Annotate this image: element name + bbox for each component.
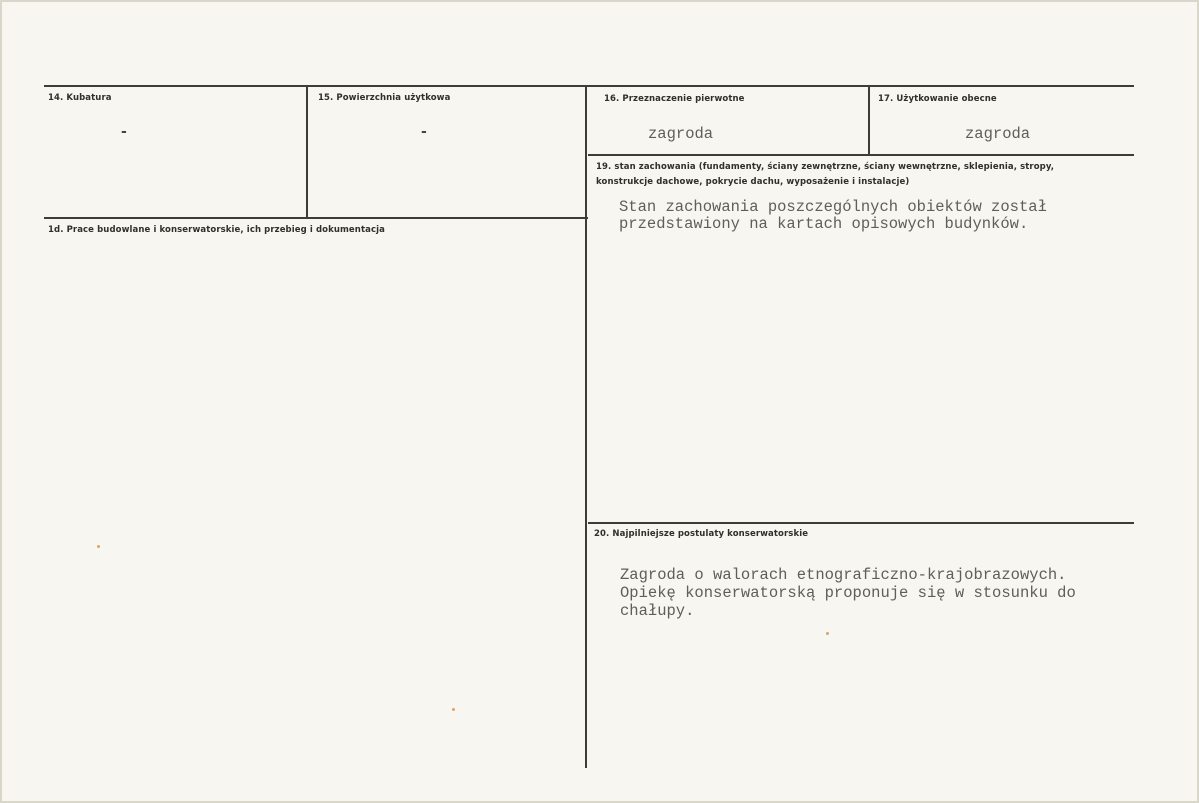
field-19-line-2: przedstawiony na kartach opisowych budynków. (619, 215, 1029, 233)
paper-speck (826, 632, 829, 635)
field-19-label: 19. stan zachowania (fundamenty, ściany zewnętrzne, ściany wewnętrzne, sklepienia, stropy, konstrukcje dachowe, pokrycie dachu, wyposażenie i instalacje) (596, 162, 1055, 187)
rule-below-14-15 (44, 217, 588, 219)
field-20-line-2: Opiekę konserwatorską proponuje się w stosunku do (620, 584, 1076, 602)
field-20-line-1: Zagroda o walorach etnograficzno-krajobrazowych. (620, 566, 1067, 584)
field-17-value: zagroda (965, 125, 1031, 143)
rule-below-16-17 (588, 154, 1134, 156)
field-works-label: 1d. Prace budowlane i konserwatorskie, ich przebieg i dokumentacja (48, 225, 385, 235)
divider-16-17 (868, 86, 870, 155)
divider-14-15 (306, 86, 308, 218)
rule-above-20 (588, 522, 1134, 524)
field-19-line-1: Stan zachowania poszczególnych obiektów został (619, 198, 1047, 216)
field-14-label: 14. Kubatura (48, 93, 112, 103)
field-20-line-3: chałupy. (620, 602, 695, 620)
field-15-value: - (421, 124, 427, 140)
field-15-label: 15. Powierzchnia użytkowa (318, 93, 451, 103)
field-16-label: 16. Przeznaczenie pierwotne (604, 94, 745, 104)
center-divider (585, 86, 587, 768)
field-20-label: 20. Najpilniejsze postulaty konserwatorskie (594, 529, 809, 539)
paper-speck (452, 708, 455, 711)
field-17-label: 17. Użytkowanie obecne (878, 94, 997, 104)
top-rule (44, 85, 1134, 87)
paper-speck (97, 545, 100, 548)
field-16-value: zagroda (648, 125, 714, 143)
field-14-value: - (121, 124, 127, 140)
